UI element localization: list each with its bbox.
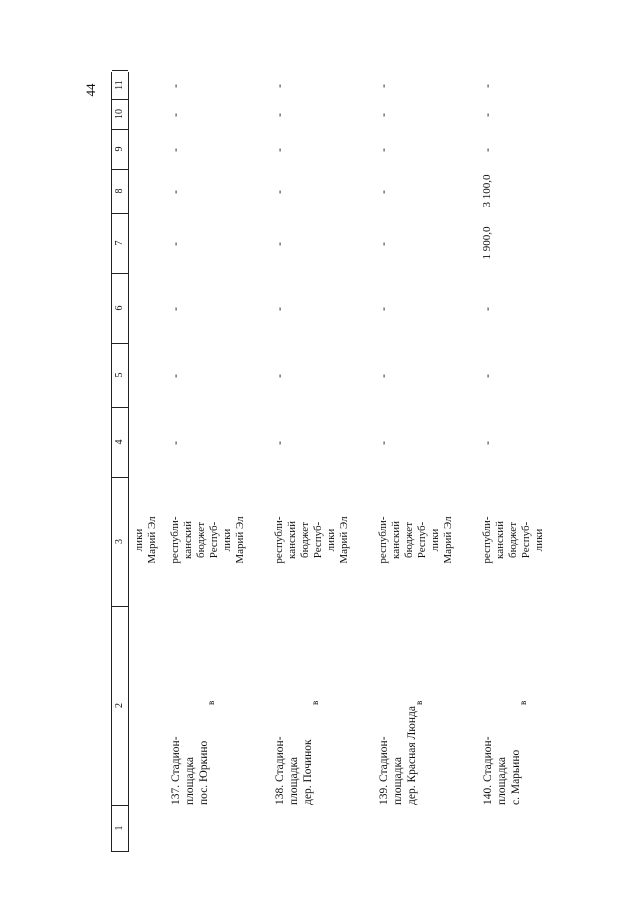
cell-col-11: - bbox=[376, 84, 390, 88]
table-header-row bbox=[111, 72, 129, 852]
cell-col-9: - bbox=[480, 148, 494, 152]
cell-col-6: - bbox=[376, 307, 390, 311]
cell-col-7: - bbox=[168, 242, 182, 246]
fund-line: Респуб- bbox=[208, 521, 220, 559]
fund-line: Марий Эл bbox=[442, 516, 454, 564]
cell-col-4: - bbox=[272, 441, 286, 445]
header-col-1: 1 bbox=[112, 805, 128, 852]
page-number: 44 bbox=[83, 83, 98, 97]
row-fund-source bbox=[169, 498, 247, 582]
fund-line: лики bbox=[221, 528, 233, 552]
row-name-line: 139. Стадион- bbox=[378, 736, 390, 805]
cell-col-4: - bbox=[168, 441, 182, 445]
cell-col-4: - bbox=[376, 441, 390, 445]
row-name-line: 138. Стадион- bbox=[274, 736, 286, 805]
fund-line: Марий Эл bbox=[338, 516, 350, 564]
fund-line: лики bbox=[533, 528, 545, 552]
cell-col-9: - bbox=[376, 148, 390, 152]
header-col-10: 10 bbox=[112, 99, 128, 130]
cell-col-11: - bbox=[272, 84, 286, 88]
fund-line: канский bbox=[390, 521, 402, 559]
row-name-line: площадка bbox=[392, 757, 404, 805]
cell-col-6: - bbox=[272, 307, 286, 311]
cell-col-10: - bbox=[480, 113, 494, 117]
cell-col-8: 3 100,0 bbox=[481, 174, 493, 208]
cell-col-5: - bbox=[272, 374, 286, 378]
fund-line: республи- bbox=[377, 516, 389, 564]
header-col-2: 2 bbox=[112, 606, 128, 806]
row-fund-source bbox=[273, 498, 351, 582]
row-name-line: дер. Красная Люнда bbox=[406, 705, 418, 805]
fund-line: лики bbox=[429, 528, 441, 552]
fund-line: канский bbox=[182, 521, 194, 559]
table-row bbox=[273, 72, 369, 852]
row-marker: в bbox=[206, 700, 216, 705]
cell-col-6: - bbox=[480, 307, 494, 311]
continued-fund-line-2: Марий Эл bbox=[146, 516, 158, 564]
row-name-line: 137. Стадион- bbox=[170, 736, 182, 805]
row-fund-source bbox=[481, 498, 546, 582]
row-marker: в bbox=[518, 700, 528, 705]
table-row bbox=[481, 72, 561, 852]
header-col-5: 5 bbox=[112, 343, 128, 408]
cell-col-9: - bbox=[168, 148, 182, 152]
fund-line: республи- bbox=[273, 516, 285, 564]
cell-col-11: - bbox=[168, 84, 182, 88]
cell-col-7: - bbox=[272, 242, 286, 246]
header-col-7: 7 bbox=[112, 213, 128, 274]
fund-line: Марий Эл bbox=[234, 516, 246, 564]
header-col-8: 8 bbox=[112, 169, 128, 214]
cell-col-8: - bbox=[376, 190, 390, 194]
cell-col-10: - bbox=[168, 113, 182, 117]
cell-col-9: - bbox=[272, 148, 286, 152]
cell-col-10: - bbox=[272, 113, 286, 117]
cell-col-10: - bbox=[376, 113, 390, 117]
row-name-line: 140. Стадион- bbox=[482, 736, 494, 805]
cell-col-5: - bbox=[376, 374, 390, 378]
continued-fund-line-1: лики bbox=[133, 528, 145, 552]
fund-line: бюджет bbox=[507, 522, 519, 558]
cell-col-5: - bbox=[480, 374, 494, 378]
header-col-11: 11 bbox=[112, 70, 128, 100]
row-name-line: с. Марьино bbox=[510, 749, 522, 805]
budget-table bbox=[111, 52, 545, 852]
fund-line: Респуб- bbox=[520, 521, 532, 559]
fund-line: Респуб- bbox=[312, 521, 324, 559]
row-name-line: пос. Юркино bbox=[198, 740, 210, 805]
header-col-6: 6 bbox=[112, 273, 128, 344]
cell-col-6: - bbox=[168, 307, 182, 311]
fund-line: бюджет bbox=[195, 522, 207, 558]
row-name-line: площадка bbox=[184, 757, 196, 805]
fund-line: бюджет bbox=[299, 522, 311, 558]
fund-line: Респуб- bbox=[416, 521, 428, 559]
fund-line: лики bbox=[325, 528, 337, 552]
cell-col-4: - bbox=[480, 441, 494, 445]
header-col-4: 4 bbox=[112, 407, 128, 478]
cell-col-7: - bbox=[376, 242, 390, 246]
row-fund-source bbox=[377, 498, 455, 582]
table-row bbox=[377, 72, 473, 852]
cell-col-8: - bbox=[168, 190, 182, 194]
cell-col-8: - bbox=[272, 190, 286, 194]
cell-col-7: 1 900,0 bbox=[481, 226, 493, 260]
fund-line: республи- bbox=[481, 516, 493, 564]
fund-line: канский bbox=[494, 521, 506, 559]
fund-line: бюджет bbox=[403, 522, 415, 558]
row-marker: в bbox=[414, 700, 424, 705]
row-name-line: дер. Починок bbox=[302, 739, 314, 805]
fund-line: республи- bbox=[169, 516, 181, 564]
row-name-line: площадка bbox=[496, 757, 508, 805]
fund-line: канский bbox=[286, 521, 298, 559]
header-col-3: 3 bbox=[112, 477, 128, 607]
table-row bbox=[169, 72, 265, 852]
cell-col-5: - bbox=[168, 374, 182, 378]
row-name-line: площадка bbox=[288, 757, 300, 805]
row-marker: в bbox=[310, 700, 320, 705]
cell-col-11: - bbox=[480, 84, 494, 88]
header-col-9: 9 bbox=[112, 129, 128, 170]
